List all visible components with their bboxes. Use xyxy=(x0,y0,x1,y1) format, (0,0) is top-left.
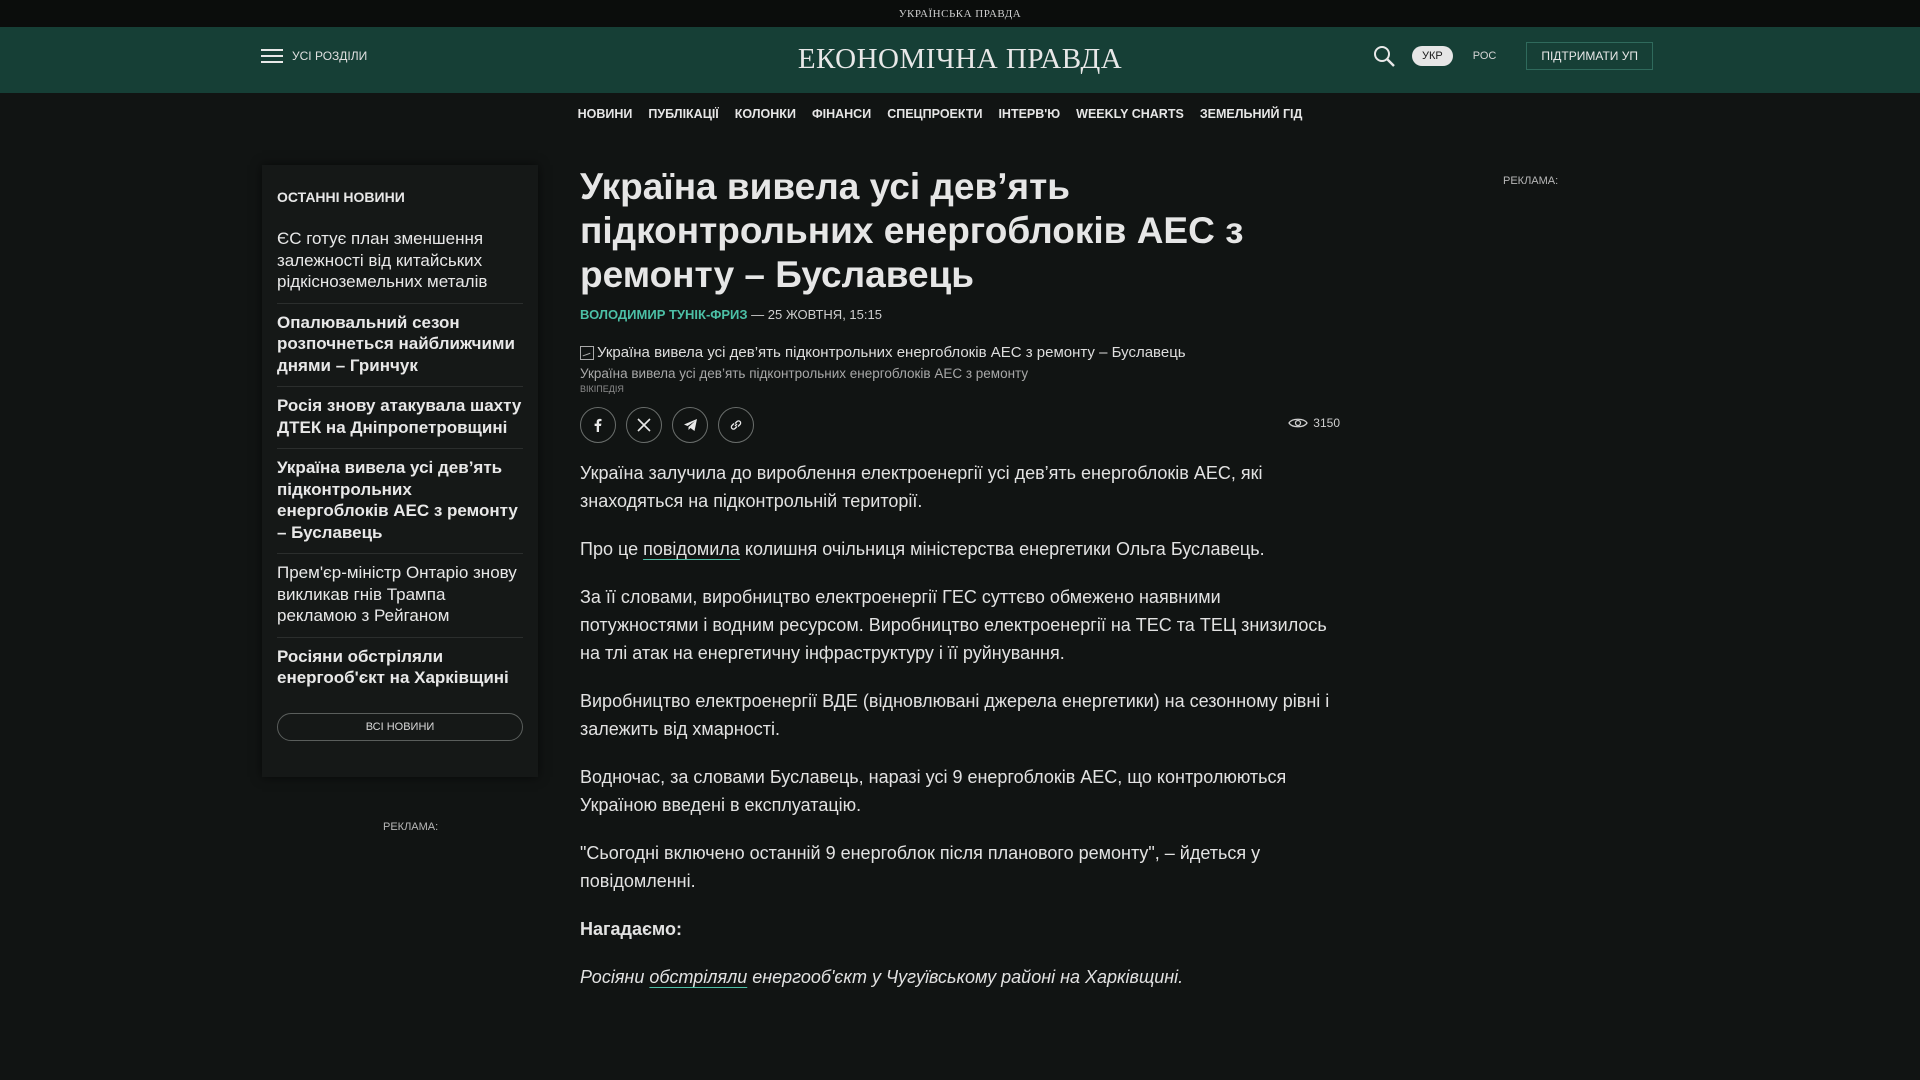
x-icon xyxy=(637,418,651,432)
paragraph: Україна залучила до вироблення електроенергії усі дев’ять енергоблоків АЕС, які знаходяться на підконтрольній території. xyxy=(580,463,1263,511)
search-icon[interactable] xyxy=(1372,44,1396,68)
ad-label-left: РЕКЛАМА: xyxy=(383,821,439,833)
paragraph: Росіяни обстріляли енергооб'єкт у Чугуївському районі на Харківщині. xyxy=(580,967,1184,987)
nav-item-publications[interactable]: ПУБЛІКАЦІЇ xyxy=(648,107,719,121)
nav-item-interview[interactable]: ІНТЕРВ'Ю xyxy=(998,107,1061,121)
facebook-share-button[interactable] xyxy=(580,407,616,443)
nav-item-news[interactable]: НОВИНИ xyxy=(577,107,633,121)
sidebar-news-item[interactable]: Прем'єр-міністр Онтаріо знову викликав гнів Трампа рекламою з Рейганом xyxy=(277,554,523,638)
paragraph: "Сьогодні включено останній 9 енергоблок після планового ремонту", – йдеться у повідомленні. xyxy=(580,843,1261,891)
eye-icon xyxy=(1288,417,1308,429)
support-button[interactable]: ПІДТРИМАТИ УП xyxy=(1526,42,1653,70)
source-link[interactable]: повідомила xyxy=(643,539,740,559)
link-icon xyxy=(729,418,743,432)
telegram-icon xyxy=(683,418,698,432)
broken-image-icon xyxy=(580,346,594,360)
latest-news-sidebar xyxy=(262,165,538,777)
hamburger-icon xyxy=(261,49,283,63)
article-body xyxy=(580,459,1340,991)
article-title: Україна вивела усі дев’ять підконтрольних енергоблоків АЕС з ремонту – Буславець xyxy=(580,166,1244,295)
nav-item-special-projects[interactable]: СПЕЦПРОЕКТИ xyxy=(887,107,983,121)
all-sections-menu-button[interactable] xyxy=(261,49,367,63)
header xyxy=(0,27,1920,93)
paragraph: Про це повідомила колишня очільниця міністерства енергетики Ольга Буславець. xyxy=(580,539,1265,559)
telegram-share-button[interactable] xyxy=(672,407,708,443)
related-link[interactable]: обстріляли xyxy=(649,967,748,987)
site-logo[interactable]: ЕКОНОМІЧНА ПРАВДА xyxy=(797,43,1123,75)
site-name[interactable]: УКРАЇНСЬКА ПРАВДА xyxy=(898,7,1022,20)
image-caption: Україна вивела усі дев’ять підконтрольних енергоблоків АЕС з ремонту xyxy=(580,366,1029,381)
sidebar-news-item[interactable]: Росія знову атакувала шахту ДТЕК на Дніпропетровщині xyxy=(277,387,523,449)
top-site-bar xyxy=(0,0,1920,27)
share-bar xyxy=(580,407,1340,443)
byline xyxy=(580,307,1340,322)
facebook-icon xyxy=(591,418,605,432)
paragraph: Водночас, за словами Буславець, наразі усі 9 енергоблоків АЕС, що контролюються Україною введені в експлуатацію. xyxy=(580,767,1287,815)
paragraph: За її словами, виробництво електроенергії ГЕС суттєво обмежено наявними потужностями і водним ресурсом. Виробництво електроенергії на ТЕС та ТЕЦ знизилось на тлі атак на енергетичну інфраструктуру і її руйнування. xyxy=(580,587,1327,663)
sidebar-news-item[interactable]: Опалювальний сезон розпочнеться найближчими днями – Гринчук xyxy=(277,304,523,388)
main-nav xyxy=(0,93,1920,135)
sidebar-news-item[interactable]: Україна вивела усі дев’ять підконтрольних енергоблоків АЕС з ремонту – Буславець xyxy=(277,449,523,554)
nav-item-weekly-charts[interactable]: WEEKLY CHARTS xyxy=(1076,107,1184,121)
paragraph: Виробництво електроенергії ВДЕ (відновлювані джерела енергетики) на сезонному рівні і залежить від хмарності. xyxy=(580,691,1330,739)
menu-label: УСІ РОЗДІЛИ xyxy=(292,49,368,63)
header-tools xyxy=(1372,42,1653,70)
views-count: 3150 xyxy=(1313,416,1340,430)
nav-item-columns[interactable]: КОЛОНКИ xyxy=(734,107,796,121)
image-alt-text: Україна вивела усі дев’ять підконтрольних енергоблоків АЕС з ремонту – Буславець xyxy=(597,344,1186,361)
image-source: ВІКІПЕДІЯ xyxy=(580,384,624,394)
copy-link-button[interactable] xyxy=(718,407,754,443)
article xyxy=(580,165,1340,1011)
nav-item-land-guide[interactable]: ЗЕМЕЛЬНИЙ ГІД xyxy=(1199,107,1303,121)
article-image xyxy=(580,344,1340,361)
reminder-heading: Нагадаємо: xyxy=(580,919,682,939)
sidebar-news-item[interactable]: ЄС готує план зменшення залежності від китайських рідкісноземельних металів xyxy=(277,220,523,304)
ad-label-right: РЕКЛАМА: xyxy=(1503,175,1559,187)
sidebar-title: ОСТАННІ НОВИНИ xyxy=(277,189,405,205)
author-link[interactable]: ВОЛОДИМИР ТУНІК-ФРИЗ xyxy=(580,307,748,322)
nav-item-finance[interactable]: ФІНАНСИ xyxy=(811,107,872,121)
lang-ros-button[interactable]: РОС xyxy=(1472,50,1497,62)
x-share-button[interactable] xyxy=(626,407,662,443)
lang-ukr-button[interactable]: УКР xyxy=(1412,46,1453,66)
sidebar-news-item[interactable]: Росіяни обстріляли енергооб'єкт на Харківщині xyxy=(277,646,509,687)
views-counter xyxy=(1288,416,1340,430)
all-news-button[interactable]: ВСІ НОВИНИ xyxy=(277,713,523,741)
publish-date: — 25 ЖОВТНЯ, 15:15 xyxy=(751,307,882,322)
